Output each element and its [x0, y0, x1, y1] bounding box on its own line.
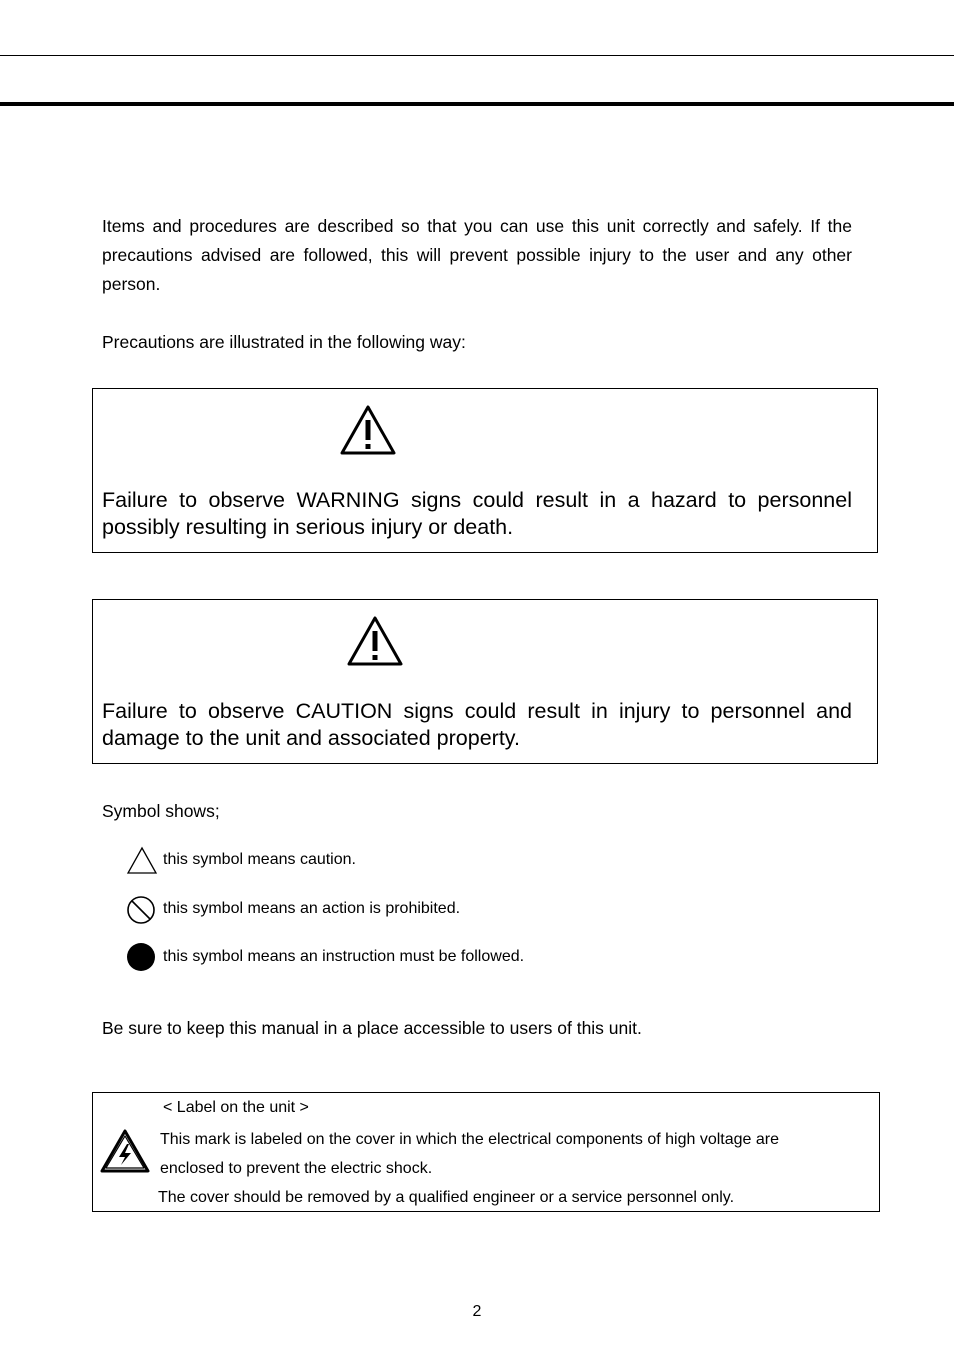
caution-text: Failure to observe CAUTION signs could result in injury to personnel and damage to the unit and associated property.: [102, 699, 852, 750]
high-voltage-icon: [100, 1129, 150, 1178]
header-rule-thick: [0, 102, 954, 106]
illustrated-text: Precautions are illustrated in the following way:: [102, 332, 466, 352]
triangle-icon: [126, 845, 158, 880]
caution-box: [92, 599, 878, 764]
header-rule-thin: [0, 55, 954, 56]
intro-paragraph: Items and procedures are described so that you can use this unit correctly and safely. If the precautions advised are followed, this will prevent possible injury to the user and any other person.: [102, 216, 852, 294]
keep-manual-note: Be sure to keep this manual in a place accessible to users of this unit.: [102, 1018, 642, 1038]
warning-triangle-icon: [339, 404, 397, 461]
unit-label-box: [92, 1092, 880, 1212]
warning-box: [92, 388, 878, 553]
label-title: < Label on the unit >: [163, 1099, 309, 1116]
label-text-line: The cover should be removed by a qualified engineer or a service personnel only.: [158, 1189, 735, 1206]
label-text-line: enclosed to prevent the electric shock.: [160, 1160, 433, 1177]
filled-circle-icon: [126, 942, 158, 979]
symbol-item-label: this symbol means an instruction must be followed.: [163, 948, 525, 965]
caution-triangle-icon: [346, 615, 404, 672]
warning-text: Failure to observe WARNING signs could result in a hazard to personnel possibly resulting in serious injury or death.: [102, 488, 852, 539]
symbol-item-label: this symbol means caution.: [163, 851, 356, 868]
page-number: 2: [472, 1303, 482, 1320]
label-text-line: This mark is labeled on the cover in which the electrical components of high voltage are: [160, 1131, 779, 1148]
prohibited-icon: [126, 894, 158, 931]
symbol-item-label: this symbol means an action is prohibited.: [163, 900, 461, 917]
symbol-heading: Symbol shows;: [102, 801, 220, 821]
